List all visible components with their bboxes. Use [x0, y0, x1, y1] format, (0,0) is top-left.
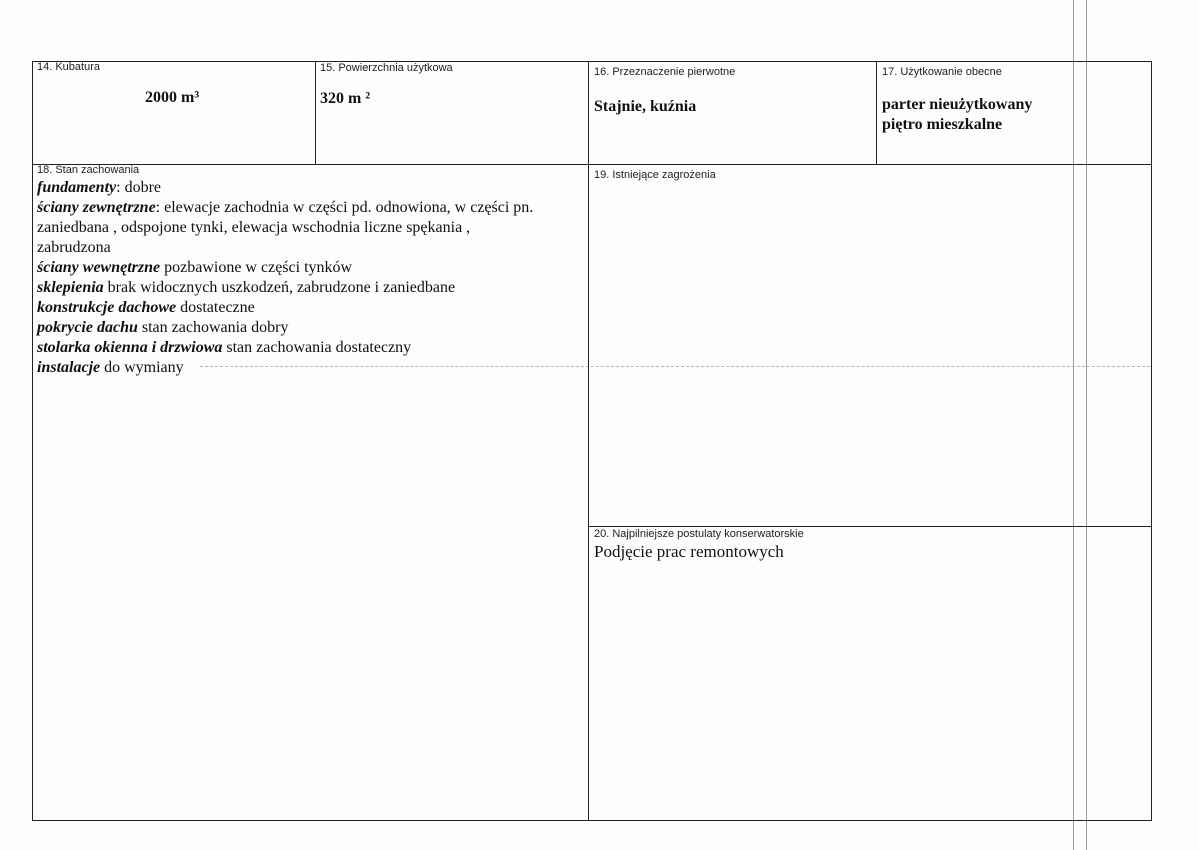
stan-line	[37, 278, 455, 298]
scan-edge-line	[1073, 0, 1074, 850]
stan-line	[37, 298, 255, 318]
col-divider	[876, 61, 877, 164]
stan-term: pokrycie dachu	[37, 319, 138, 336]
stan-term: ściany wewnętrzne	[37, 259, 161, 276]
stan-text: elewacje zachodnia w części pd. odnowiona, w części pn.	[160, 199, 534, 216]
stan-term: sklepienia	[37, 279, 104, 296]
stan-text: pozbawione w części tynków	[160, 259, 353, 276]
stan-line	[37, 358, 184, 378]
stan-term: konstrukcje dachowe	[37, 299, 177, 316]
stan-text: dostateczne	[176, 299, 255, 316]
stan-term: fundamenty	[37, 179, 117, 196]
przeznaczenie-value: Stajnie, kuźnia	[594, 98, 697, 115]
kubatura-value: 2000 m³	[145, 89, 200, 106]
table-bottom-border	[32, 820, 1152, 821]
row-divider	[32, 164, 1152, 165]
stan-line	[37, 338, 411, 358]
stan-text: do wymiany	[100, 359, 184, 376]
stan-text: stan zachowania dobry	[137, 319, 289, 336]
stan-term: stolarka okienna i drzwiowa	[37, 339, 223, 356]
col-divider	[315, 61, 316, 164]
uzytkowanie-line-1: parter nieużytkowany	[882, 96, 1033, 113]
kubatura-label: 14. Kubatura	[37, 61, 100, 73]
stan-label: 18. Stan zachowania	[37, 164, 140, 176]
stan-text: brak widocznych uszkodzeń, zabrudzone i zaniedbane	[103, 279, 456, 296]
postulaty-label: 20. Najpilniejsze postulaty konserwatorskie	[594, 528, 804, 540]
col-divider	[588, 61, 589, 820]
uzytkowanie-label: 17. Użytkowanie obecne	[882, 66, 1002, 78]
zagrozenia-label: 19. Istniejące zagrożenia	[594, 169, 716, 181]
stan-line	[37, 218, 470, 238]
table-left-border	[32, 61, 33, 820]
stan-separator: :	[155, 199, 161, 216]
stan-separator: :	[116, 179, 121, 196]
table-right-border	[1151, 61, 1152, 820]
stan-text: dobre	[120, 179, 162, 196]
scan-dashed-line	[200, 366, 1150, 367]
scan-edge-line	[1086, 0, 1087, 850]
przeznaczenie-label: 16. Przeznaczenie pierwotne	[594, 66, 736, 78]
powierzchnia-value: 320 m ²	[320, 90, 371, 107]
uzytkowanie-line-2: piętro mieszkalne	[882, 116, 1003, 133]
powierzchnia-label: 15. Powierzchnia użytkowa	[320, 62, 453, 74]
table-top-border	[32, 61, 1152, 62]
stan-line	[37, 238, 111, 258]
row-divider-right	[588, 526, 1152, 527]
stan-text: zabrudzona	[37, 239, 111, 256]
stan-line	[37, 318, 288, 338]
stan-text: zaniedbana , odspojone tynki, elewacja wschodnia liczne spękania ,	[37, 219, 471, 236]
stan-line	[37, 258, 352, 278]
stan-line	[37, 198, 533, 218]
postulaty-value: Podjęcie prac remontowych	[594, 542, 784, 561]
stan-term: ściany zewnętrzne	[37, 199, 156, 216]
stan-term: instalacje	[37, 359, 101, 376]
stan-line	[37, 178, 161, 198]
stan-text: stan zachowania dostateczny	[222, 339, 412, 356]
